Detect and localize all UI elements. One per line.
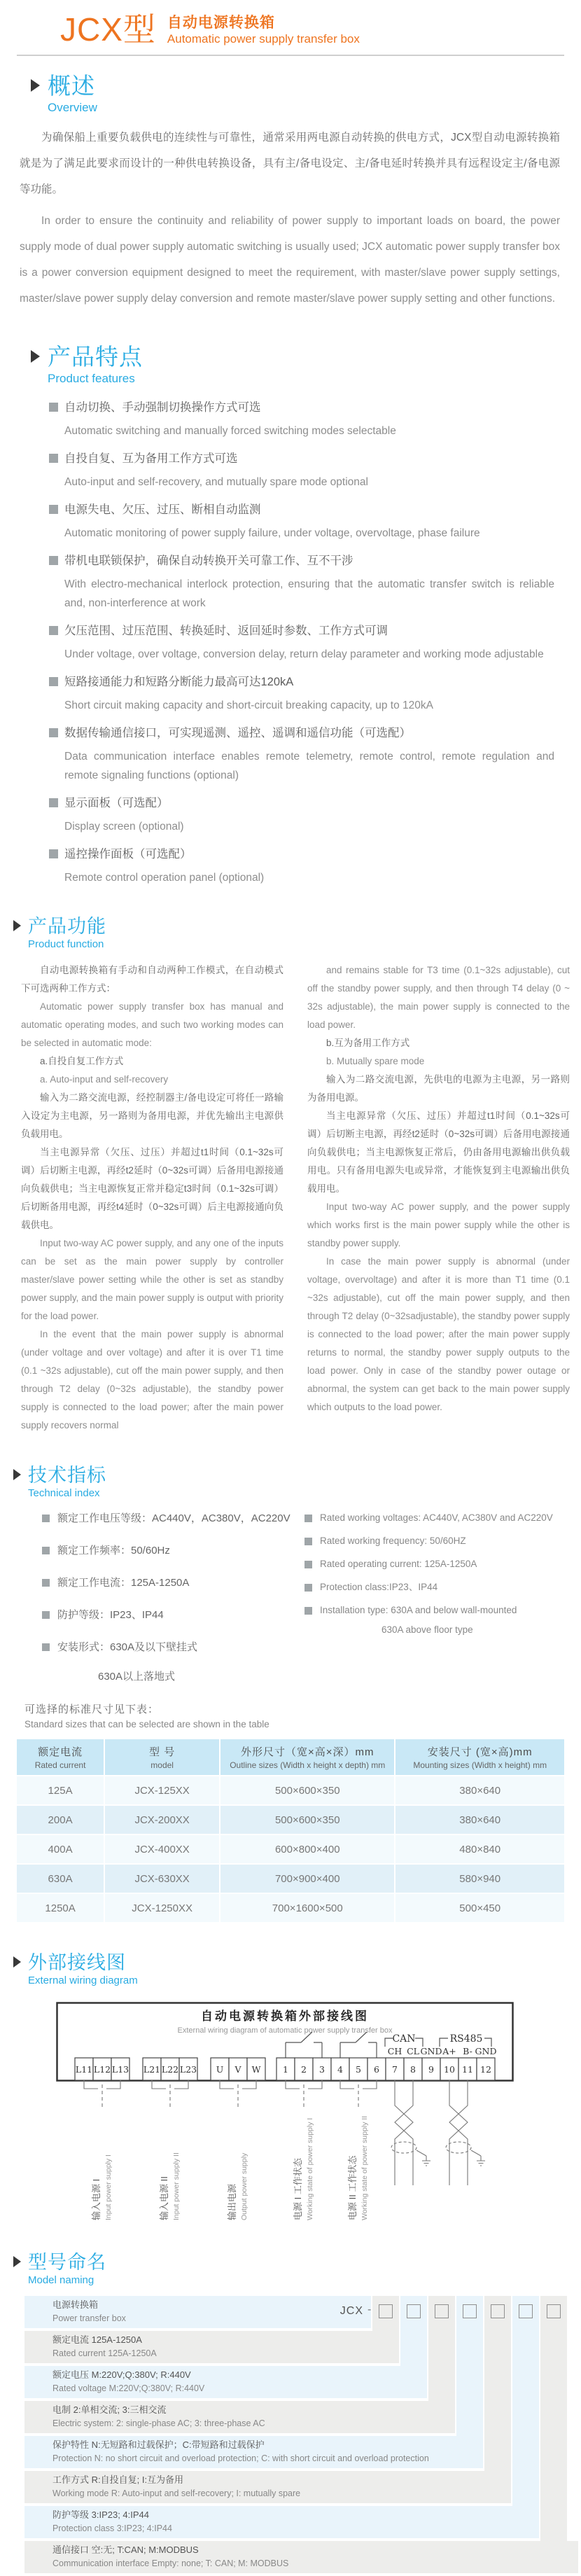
section-arrow-icon xyxy=(31,350,40,363)
svg-text:L11: L11 xyxy=(75,2064,93,2075)
col-header-en: Mounting sizes (Width x height) mm xyxy=(413,1760,547,1770)
group-label-cn: 输入电源 I xyxy=(91,2178,102,2220)
group-label-cn: 输出电源 xyxy=(227,2183,237,2220)
overview-paragraph-en: In order to ensure the continuity and reliability of power supply to important loads on board, the power supply mode of dual power supply automatic switching is usually used; JCX automatic power supply transfer box is a power conversion equipment designed to meet the requirement, with master/slave power supply settings, master/slave power supply delay conversion and remote master/slave power supply setting and other functions. xyxy=(20,215,560,305)
group-label-en: Input power supply II xyxy=(172,2152,181,2220)
col-header-cn: 安装尺寸 (宽×高)mm xyxy=(427,1746,533,1758)
feature-en: Data communication interface enables remote telemetry, remote control, remote regulation and remote signaling functions (optional) xyxy=(64,751,554,781)
col-header-cn: 额定电流 xyxy=(38,1746,83,1758)
tech-index-body xyxy=(42,1512,567,1683)
section-title-cn: 概述 xyxy=(48,73,95,99)
diagram-title-cn: 自动电源转换箱外部接线图 xyxy=(201,2010,369,2024)
naming-prefix: JCX xyxy=(340,2305,363,2317)
svg-text:9: 9 xyxy=(428,2064,434,2075)
terminal-labels xyxy=(76,2064,491,2075)
cell-outline: 500×600×350 xyxy=(220,1806,394,1834)
naming-row-en: Rated voltage M:220V;Q:380V; R:440V xyxy=(52,2383,205,2393)
section-title-en: Technical index xyxy=(28,1487,100,1499)
pin-label-b-minus: B- xyxy=(463,2046,472,2056)
function-paragraph: 输入为二路交流电源，经控制器主/备电设定可将任一路输入设定为主电源，另一路则为备用电源，并优先输出主电源供负载用电。 xyxy=(21,1092,284,1139)
twisted-pair-can xyxy=(391,2080,430,2185)
size-table-intro-en: Standard sizes that can be selected are shown in the table xyxy=(24,1719,270,1729)
feature-item xyxy=(49,552,554,613)
svg-text:6: 6 xyxy=(374,2064,379,2075)
function-paragraph: Automatic power supply transfer box has manual and automatic operating modes, and such two working modes can be selected in automatic mode: xyxy=(21,1001,284,1048)
feature-cn: 自投自复、互为备用工作方式可选 xyxy=(49,450,554,468)
group-label-en: Output power supply xyxy=(240,2152,248,2220)
cell-model: JCX-630XX xyxy=(105,1865,219,1893)
function-paragraph: Input two-way AC power supply, and the power supply which works first is the main power supply while the other is standby power supply. xyxy=(307,1202,570,1248)
naming-row xyxy=(24,2436,483,2468)
section-arrow-icon xyxy=(13,2256,21,2267)
naming-row-cn: 工作方式 R:自投自复; I:互为备用 xyxy=(52,2474,184,2485)
page-header xyxy=(0,0,581,48)
table-row xyxy=(17,1835,564,1863)
feature-cn: 自动切换、手动强制切换操作方式可选 xyxy=(49,398,554,417)
size-table-intro xyxy=(24,1701,581,1729)
pin-label-ch: CH xyxy=(387,2046,402,2056)
naming-row xyxy=(24,2366,427,2398)
feature-cn: 数据传输通信接口，可实现遥测、遥控、遥调和遥信功能（可选配） xyxy=(49,724,554,742)
naming-row-en: Rated current 125A-1250A xyxy=(52,2348,157,2358)
feature-en: Automatic switching and manually forced switching modes selectable xyxy=(64,425,396,437)
function-right-column xyxy=(307,961,570,1435)
can-bus-label: CAN xyxy=(392,2033,416,2045)
feature-en: With electro-mechanical interlock protection, ensuring that the automatic transfer switch is reliable and, non-interference at work xyxy=(64,578,554,609)
cell-model: JCX-400XX xyxy=(105,1835,219,1863)
naming-row xyxy=(24,2506,539,2538)
cell-model: JCX-1250XX xyxy=(105,1894,219,1922)
svg-text:4: 4 xyxy=(337,2064,343,2075)
changeover-switch-icon xyxy=(286,2032,322,2058)
cell-rated-current: 400A xyxy=(17,1835,104,1863)
function-paragraph: Input two-way AC power supply, and any one of the inputs can be set as the main power supply by controller master/slave power setting while the other is set as standby power supply, and the main power supply is output with priority for the load power. xyxy=(21,1238,284,1321)
naming-row-cn: 电源转换箱 xyxy=(52,2299,99,2310)
feature-cn: 短路接通能力和短路分断能力最高可达120kA xyxy=(49,673,554,691)
feature-cn: 显示面板（可选配） xyxy=(49,794,554,812)
naming-row-en: Protection class 3:IP23; 4:IP44 xyxy=(52,2523,172,2533)
naming-row-en: Protection N: no short circuit and overload protection; C: with short circuit and overload protection xyxy=(52,2453,429,2463)
feature-cn: 欠压范围、过压范围、转换延时、返回延时参数、工作方式可调 xyxy=(49,622,554,640)
function-paragraph: 当主电源异常（欠压、过压）并超过t1时间（0.1~32s可调）后切断主电源，再经t2延时（0~32s可调）后备用电源接通向负载供电；当主电源恢复正常并稳定t3时间（0.1~32s可调）后切断备用电源，再经t4延时（0~32s可调）后主电源接通向负载供电。 xyxy=(21,1147,284,1230)
svg-text:U: U xyxy=(216,2064,224,2075)
function-paragraph: 当主电源异常（欠压、过压）并超过t1时间（0.1~32s可调）后切断主电源，再经t2延时（0~32s可调）后备用电源接通向负载供电；当主电源恢复正常后，仍由备用电源输出供负载用电。只有备用电源失电或异常，才能恢复到主电源输出供负载用电。 xyxy=(307,1111,570,1194)
svg-text:10: 10 xyxy=(444,2064,455,2075)
group-label-cn: 输入电源 II xyxy=(159,2176,169,2220)
svg-text:L21: L21 xyxy=(143,2064,161,2075)
code-box xyxy=(435,2304,449,2318)
model-naming-diagram xyxy=(24,2296,578,2576)
col-header-outline-sizes xyxy=(220,1739,394,1775)
tech-item: Installation type: 630A and below wall-mounted xyxy=(304,1604,567,1617)
code-box xyxy=(519,2304,533,2318)
cell-outline: 500×600×350 xyxy=(220,1776,394,1804)
col-header-rated-current xyxy=(17,1739,104,1775)
table-row xyxy=(17,1894,564,1922)
group-label-cn: 电源 I 工作状态 xyxy=(293,2158,303,2220)
svg-text:1: 1 xyxy=(283,2064,288,2075)
cell-mounting: 580×940 xyxy=(396,1865,564,1893)
naming-row xyxy=(24,2401,455,2433)
tech-item: Protection class:IP23、IP44 xyxy=(304,1581,567,1594)
tech-item: Rated operating current: 125A-1250A xyxy=(304,1558,567,1571)
feature-item xyxy=(49,622,554,664)
feature-en: Auto-input and self-recovery, and mutually spare mode optional xyxy=(64,476,368,488)
feature-en: Display screen (optional) xyxy=(64,821,184,833)
rs485-bus-label: RS485 xyxy=(449,2033,483,2045)
naming-row-cn: 额定电压 M:220V;Q:380V; R:440V xyxy=(52,2369,191,2380)
table-header-row xyxy=(17,1739,564,1775)
section-header-naming xyxy=(13,2251,581,2286)
col-header-en: Rated current xyxy=(34,1760,86,1770)
code-box xyxy=(463,2304,477,2318)
tech-item-note: 630A above floor type xyxy=(382,1624,473,1635)
section-title-cn: 外部接线图 xyxy=(28,1952,126,1973)
section-header-overview xyxy=(31,73,581,115)
tech-right-column xyxy=(304,1512,567,1683)
cell-mounting: 500×450 xyxy=(396,1894,564,1922)
function-paragraph: a. Auto-input and self-recovery xyxy=(40,1074,169,1085)
svg-text:2: 2 xyxy=(301,2064,307,2075)
group-label-en: Working state of power supply II xyxy=(360,2115,369,2220)
code-column-stripe xyxy=(484,2296,511,2471)
section-title-cn: 产品特点 xyxy=(48,344,143,370)
overview-paragraph-cn: 为确保船上重要负载供电的连续性与可靠性，通常采用两电源自动转换的供电方式，JCX型自动电源转换箱就是为了满足此要求而设计的一种供电转换设备，具有主/备电设定、主/备电延时转换并具有远程设定主/备电源等功能。 xyxy=(20,132,560,195)
code-box xyxy=(491,2304,505,2318)
code-box xyxy=(547,2304,561,2318)
svg-text:8: 8 xyxy=(410,2064,416,2075)
tech-item: 额定工作电流：125A-1250A xyxy=(42,1576,304,1590)
cell-rated-current: 630A xyxy=(17,1865,104,1893)
naming-row-cn: 防护等级 3:IP23; 4:IP44 xyxy=(52,2509,150,2520)
standard-sizes-table xyxy=(15,1738,566,1923)
naming-row xyxy=(24,2471,511,2503)
function-paragraph: a.自投自复工作方式 xyxy=(40,1056,124,1066)
group-label-en: Working state of power supply I xyxy=(306,2117,314,2220)
naming-row xyxy=(24,2541,578,2573)
feature-list xyxy=(49,398,554,887)
pin-label-gnd: GND xyxy=(475,2046,497,2056)
naming-row-cn: 保护特性 N:无短路和过载保护；C:带短路和过载保护 xyxy=(52,2439,265,2450)
pin-label-cl: CL xyxy=(407,2046,419,2056)
overview-body xyxy=(20,125,560,312)
naming-row-en: Power transfer box xyxy=(52,2313,126,2323)
section-arrow-icon xyxy=(13,1469,21,1480)
cell-mounting: 480×840 xyxy=(396,1835,564,1863)
section-arrow-icon xyxy=(13,920,21,931)
cell-outline: 600×800×400 xyxy=(220,1835,394,1863)
feature-item xyxy=(49,450,554,492)
naming-row-en: Electric system: 2: single-phase AC; 3: three-phase AC xyxy=(52,2418,265,2428)
section-title-cn: 产品功能 xyxy=(28,916,106,937)
svg-text:V: V xyxy=(234,2064,241,2075)
svg-text:5: 5 xyxy=(356,2064,361,2075)
section-title-en: Product function xyxy=(28,938,104,950)
svg-text:3: 3 xyxy=(319,2064,325,2075)
section-title-en: Model naming xyxy=(28,2274,94,2286)
feature-item xyxy=(49,724,554,785)
feature-en: Remote control operation panel (optional) xyxy=(64,872,265,884)
col-header-en: Outline sizes (Width x height x depth) mm xyxy=(230,1760,386,1770)
col-header-cn: 型 号 xyxy=(149,1746,176,1758)
cell-mounting: 380×640 xyxy=(396,1776,564,1804)
svg-text:12: 12 xyxy=(480,2064,491,2075)
product-model-title: JCX型 xyxy=(60,11,156,48)
tech-item: 额定工作频率：50/60Hz xyxy=(42,1544,304,1558)
function-paragraph: In the event that the main power supply is abnormal (under voltage and over voltage) and after it is over T1 time (0.1 ~32s adjustable), cut off the main power supply, and then through T2 delay (0~32s adjustable), the standby power supply is connected to the load power; after the main power supply recovers normal xyxy=(21,1329,284,1430)
feature-item xyxy=(49,501,554,543)
pin-label-gnd: GND xyxy=(420,2046,442,2056)
section-title-en: Overview xyxy=(48,101,97,114)
feature-cn: 带机电联锁保护，确保自动转换开关可靠工作、互不干涉 xyxy=(49,552,554,570)
group-label-cn: 电源 II 工作状态 xyxy=(347,2155,358,2220)
cell-rated-current: 1250A xyxy=(17,1894,104,1922)
naming-dash: - xyxy=(368,2304,372,2316)
tech-item-note: 630A以上落地式 xyxy=(98,1671,176,1683)
tech-item: 防护等级：IP23、IP44 xyxy=(42,1608,304,1622)
tech-left-column xyxy=(42,1512,304,1683)
section-header-function xyxy=(13,915,581,950)
product-subtitle xyxy=(167,11,360,47)
svg-text:L12: L12 xyxy=(93,2064,111,2075)
function-paragraph: In case the main power supply is abnormal (under voltage, overvoltage) and after it is more than T1 time (0.1 ~32s adjustable), cut off the main power supply, and then through T2 delay (0~32sadjustable), the standby power supply is connected to the load power; after the main power supply returns to normal, the standby power supply outputs to the load power. Only in case of the standby power outage or abnormal, the system can get back to the main power supply which outputs to the load power. xyxy=(307,1256,570,1412)
svg-text:L22: L22 xyxy=(161,2064,179,2075)
table-row xyxy=(17,1865,564,1893)
col-header-mounting-sizes xyxy=(396,1739,564,1775)
code-box xyxy=(379,2304,393,2318)
cell-mounting: 380×640 xyxy=(396,1806,564,1834)
tech-item: Rated working frequency: 50/60HZ xyxy=(304,1535,567,1547)
function-body xyxy=(21,961,570,1435)
naming-row-cn: 通信接口 空:无; T:CAN; M:MODBUS xyxy=(52,2544,199,2555)
function-paragraph: 输入为二路交流电源，先供电的电源为主电源，另一路则为备用电源。 xyxy=(307,1074,570,1103)
group-label-en: Input power supply I xyxy=(104,2154,113,2220)
naming-row-cn: 电制 2:单相交流; 3:三相交流 xyxy=(52,2404,167,2415)
function-paragraph: 自动电源转换箱有手动和自动两种工作模式，在自动模式下可选两种工作方式： xyxy=(21,965,284,994)
code-box xyxy=(407,2304,421,2318)
naming-row-en: Communication interface Empty: none; T: CAN; M: MODBUS xyxy=(52,2558,289,2568)
naming-row-en: Working mode R: Auto-input and self-recovery; I: mutually spare xyxy=(52,2488,301,2498)
table-row xyxy=(17,1776,564,1804)
function-paragraph: and remains stable for T3 time (0.1~32s adjustable), cut off the standby power supply, and then through T4 delay (0 ~ 32s adjustable), the main power supply is connected to the load power. xyxy=(307,965,570,1030)
changeover-switch-icon xyxy=(340,2032,377,2058)
feature-cn: 遥控操作面板（可选配） xyxy=(49,845,554,863)
section-header-wiring xyxy=(13,1951,581,1986)
size-table-intro-cn: 可选择的标准尺寸见下表： xyxy=(24,1704,160,1715)
feature-item xyxy=(49,794,554,836)
feature-en: Automatic monitoring of power supply failure, under voltage, overvoltage, phase failure xyxy=(64,527,480,539)
feature-en: Short circuit making capacity and short-circuit breaking capacity, up to 120kA xyxy=(64,699,433,711)
code-column-stripe xyxy=(540,2296,567,2541)
cell-model: JCX-125XX xyxy=(105,1776,219,1804)
cell-outline: 700×900×400 xyxy=(220,1865,394,1893)
feature-item xyxy=(49,673,554,715)
tech-item: 额定工作电压等级：AC440V，AC380V，AC220V xyxy=(42,1512,304,1526)
feature-cn: 电源失电、欠压、过压、断相自动监测 xyxy=(49,501,554,519)
cell-outline: 700×1600×500 xyxy=(220,1894,394,1922)
wiring-diagram xyxy=(56,2002,525,2227)
naming-row xyxy=(24,2331,399,2363)
feature-item xyxy=(49,398,554,440)
group-brackets xyxy=(84,2080,377,2110)
group-labels xyxy=(91,2116,369,2220)
col-header-en: model xyxy=(150,1760,174,1770)
col-header-model xyxy=(105,1739,219,1775)
col-header-cn: 外形尺寸（宽×高×深）mm xyxy=(241,1746,374,1758)
pin-label-a-plus: A+ xyxy=(442,2046,456,2056)
code-column-stripe xyxy=(512,2296,539,2506)
section-title-cn: 技术指标 xyxy=(28,1465,106,1486)
svg-text:L23: L23 xyxy=(179,2064,197,2075)
header-divider xyxy=(17,55,564,56)
function-paragraph: b. Mutually spare mode xyxy=(326,1056,425,1066)
tech-item: 安装形式：630A及以下壁挂式 xyxy=(42,1641,304,1655)
section-title-en: Product features xyxy=(48,372,135,385)
function-paragraph: b.互为备用工作方式 xyxy=(326,1038,410,1048)
table-row xyxy=(17,1806,564,1834)
tech-item: Rated working voltages: AC440V, AC380V and AC220V xyxy=(304,1512,567,1524)
section-title-en: External wiring diagram xyxy=(28,1975,138,1986)
twisted-pair-rs485 xyxy=(446,2080,485,2185)
function-left-column xyxy=(21,961,284,1435)
svg-text:11: 11 xyxy=(462,2064,473,2075)
section-arrow-icon xyxy=(13,1956,21,1968)
diagram-title-en: External wiring diagram of automatic power supply transfer box xyxy=(177,2026,393,2035)
feature-item xyxy=(49,845,554,887)
section-title-cn: 型号命名 xyxy=(28,2252,106,2273)
section-arrow-icon xyxy=(31,79,40,92)
feature-en: Under voltage, over voltage, conversion delay, return delay parameter and working mode adjustable xyxy=(64,648,544,660)
product-title-cn: 自动电源转换箱 xyxy=(167,15,275,31)
svg-text:7: 7 xyxy=(392,2064,398,2075)
cell-rated-current: 125A xyxy=(17,1776,104,1804)
naming-row-cn: 额定电流 125A-1250A xyxy=(52,2334,142,2345)
section-header-features xyxy=(31,344,581,386)
svg-text:L13: L13 xyxy=(111,2064,130,2075)
product-title-en: Automatic power supply transfer box xyxy=(167,32,360,46)
section-header-tech xyxy=(13,1464,581,1499)
cell-rated-current: 200A xyxy=(17,1806,104,1834)
svg-text:W: W xyxy=(251,2064,261,2075)
cell-model: JCX-200XX xyxy=(105,1806,219,1834)
